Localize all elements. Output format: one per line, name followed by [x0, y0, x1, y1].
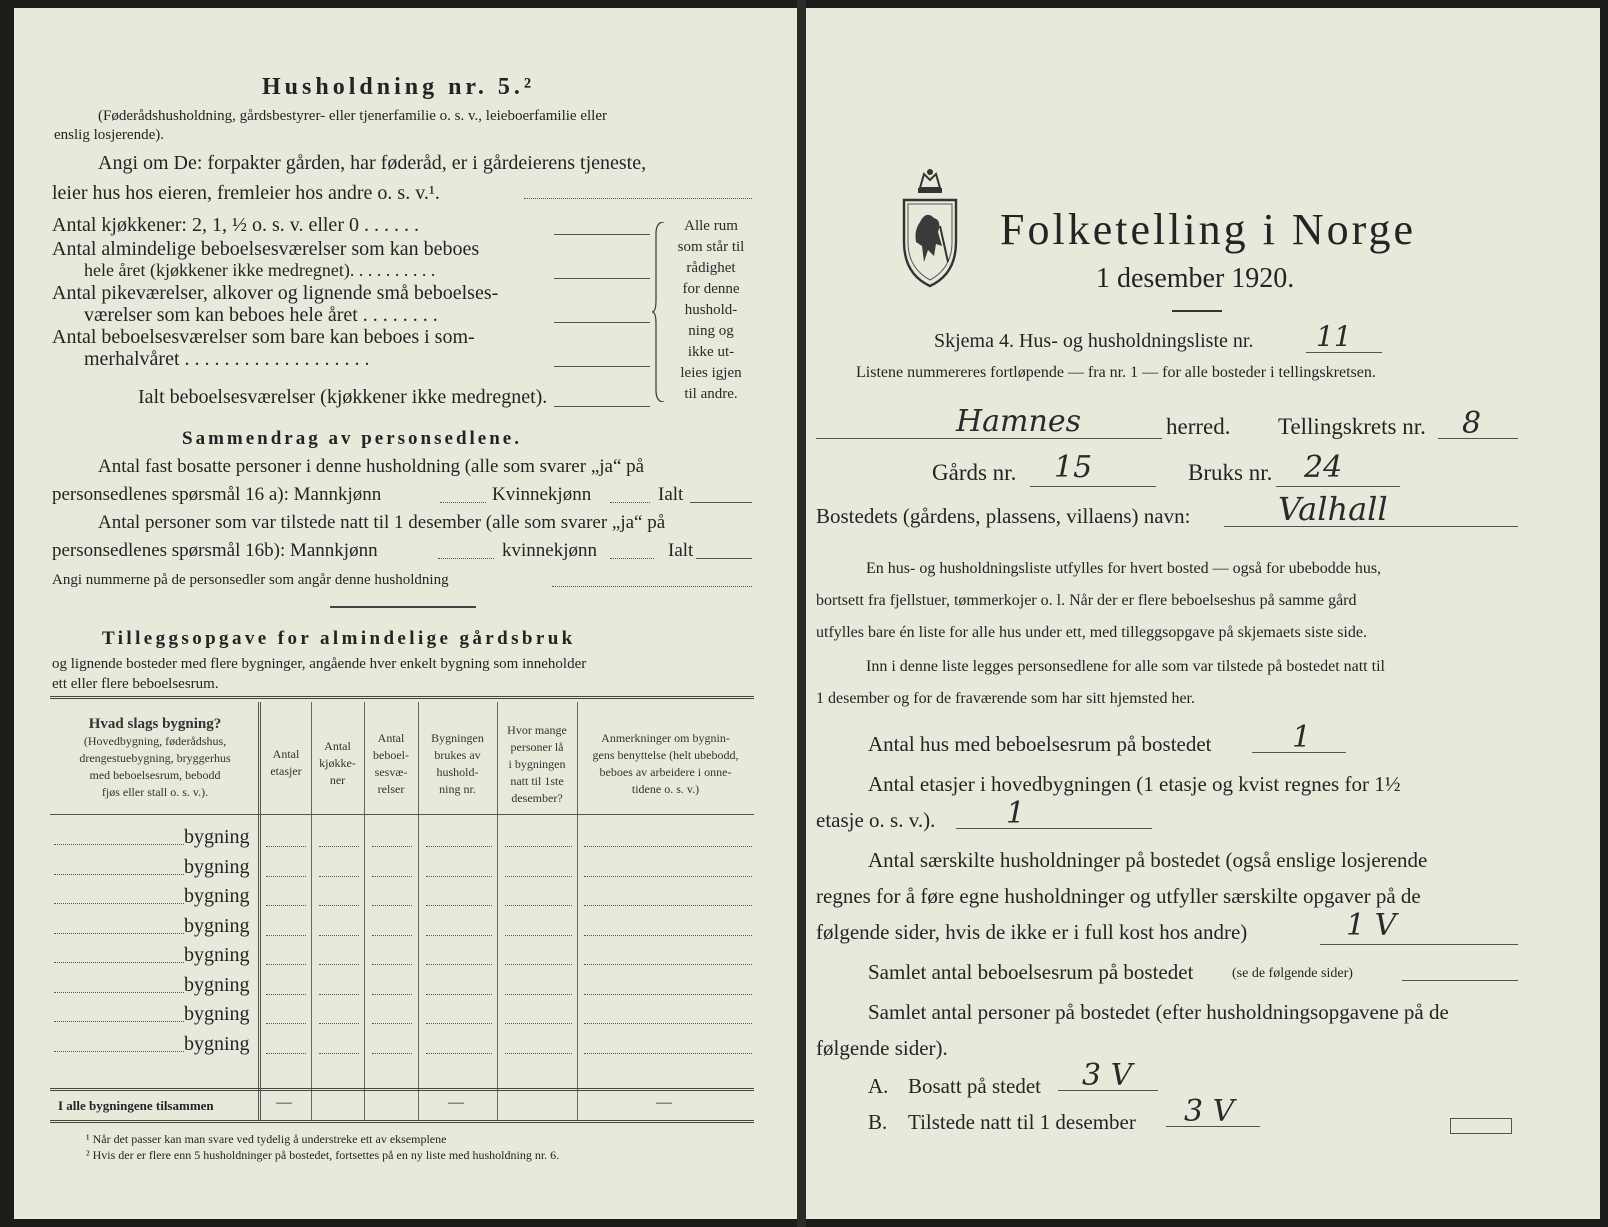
total-dash: — — [656, 1094, 672, 1111]
table-cell-field[interactable] — [372, 876, 412, 877]
table-cell-field[interactable] — [372, 935, 412, 936]
bygning-row-label: bygning — [184, 855, 250, 878]
total-dash: — — [276, 1094, 292, 1111]
table-cell-field[interactable] — [372, 964, 412, 965]
side-note-line: hushold- — [684, 302, 738, 318]
table-cell-field[interactable] — [266, 1023, 306, 1024]
herred-label: herred. — [1166, 414, 1231, 439]
table-cell-field[interactable] — [319, 964, 359, 965]
bruks-label: Bruks nr. — [1188, 460, 1273, 485]
table-cell-field[interactable] — [426, 905, 492, 906]
table-cell-field[interactable] — [319, 1023, 359, 1024]
tillegg-text-2: ett eller flere beboelsesrum. — [52, 676, 219, 692]
sammendrag-mann2-label: personsedlenes spørsmål 16b): Mannkjønn — [52, 540, 378, 561]
table-cell-field[interactable] — [319, 935, 359, 936]
footnote-2: ² Hvis der er flere enn 5 husholdninger på bostedet, fortsettes på en ny liste med husholdning nr. 6. — [86, 1148, 560, 1162]
side-note-line: som står til — [677, 239, 745, 255]
col-header-line: gens benyttelse (helt ubebodd, — [592, 748, 739, 762]
col-header-line: sesvæ- — [374, 765, 408, 779]
col-header-line: hushold- — [436, 765, 479, 779]
samlet-rum-line — [1402, 980, 1518, 981]
page-fold — [797, 0, 806, 1227]
side-note-line: for denne — [682, 281, 740, 297]
antal-etasjer-label: Antal etasjer i hovedbygningen (1 etasje og kvist regnes for 1½ — [868, 772, 1401, 796]
table-cell-field[interactable] — [426, 1053, 492, 1054]
tillegg-title: Tilleggsopgave for almindelige gårdsbruk — [102, 628, 576, 649]
antal-hus-value[interactable]: 1 — [1292, 720, 1312, 755]
household-subtitle: (Føderådshusholdning, gårdsbestyrer- eller tjenerfamilie o. s. v., leieboerfamilie eller — [98, 108, 607, 124]
table-header-rule — [50, 814, 754, 815]
sommer-label: Antal beboelsesværelser som bare kan beboes i som- — [52, 326, 475, 348]
col-header-line: Antal — [377, 731, 405, 745]
husholdninger-line — [1320, 944, 1518, 945]
table-cell-field[interactable] — [505, 935, 572, 936]
col-header-beboelsesvaerelser — [364, 730, 418, 798]
samlet-personer-label: Samlet antal personer på bostedet (efter husholdningsopgavene på de — [868, 1000, 1449, 1024]
bosatt-value[interactable]: 3 V — [1082, 1058, 1133, 1093]
bygning-row-label: bygning — [184, 944, 250, 966]
tellingskrets-line — [1438, 438, 1518, 439]
col-header-kjokkener — [311, 738, 364, 789]
col-header-line: etasjer — [270, 764, 302, 778]
almindelige-field[interactable] — [554, 278, 650, 279]
col-header-line: Hvor mange — [507, 723, 567, 737]
instruction-1: En hus- og husholdningsliste utfylles for hvert bosted — også for ubebodde hus, — [866, 560, 1382, 577]
instruction-3: utfylles bare én liste for alle hus under ett, med tilleggsopgave på skjemaets siste side. — [816, 624, 1367, 641]
col-header-hvad — [52, 716, 258, 801]
bygning-row-label: bygning — [184, 1003, 250, 1025]
instruction-4: Inn i denne liste legges personsedlene for alle som var tilstede på bostedet natt til — [866, 658, 1385, 675]
sommer-label-2: merhalvåret . . . . . . . . . . . . . . . . . . . — [84, 348, 370, 370]
table-top-rule — [50, 696, 754, 699]
samlet-personer-label-2: følgende sider). — [816, 1036, 948, 1060]
household-title: Husholdning nr. 5.² — [262, 74, 536, 100]
bosted-line — [1224, 526, 1518, 527]
table-cell-field[interactable] — [266, 876, 306, 877]
table-cell-field[interactable] — [426, 846, 492, 847]
gards-label: Gårds nr. — [932, 460, 1017, 485]
side-note-line: til andre. — [684, 386, 738, 402]
ialt-field[interactable] — [554, 406, 650, 407]
table-cell-field[interactable] — [584, 935, 752, 936]
col-header-line: ner — [329, 773, 346, 787]
sommer-field[interactable] — [554, 366, 650, 367]
table-cell-field[interactable] — [319, 876, 359, 877]
table-cell-field[interactable] — [584, 994, 752, 995]
col-header-line: Antal — [324, 739, 351, 753]
table-cell-field[interactable] — [505, 846, 572, 847]
section-divider — [330, 606, 476, 608]
sammendrag-ialt2-field[interactable] — [696, 558, 752, 559]
angi-line — [524, 198, 752, 199]
table-cell-field[interactable] — [584, 876, 752, 877]
bosatt-line — [1058, 1090, 1158, 1091]
table-cell-field[interactable] — [505, 905, 572, 906]
sammendrag-kvinne-label: Kvinnekjønn — [492, 484, 592, 505]
table-bottom-rule — [50, 1120, 754, 1123]
husholdninger-label: Antal særskilte husholdninger på bostedet (også enslige losjerende — [868, 848, 1428, 872]
angi-text-2: leier hus hos eieren, fremleier hos andre o. s. v.¹. — [52, 182, 440, 204]
tilstede-label: Tilstede natt til 1 desember — [908, 1110, 1136, 1134]
husholdninger-label-3: følgende sider, hvis de ikke er i full kost hos andre) — [816, 920, 1248, 944]
table-cell-field[interactable] — [584, 1053, 752, 1054]
table-cell-field[interactable] — [319, 1053, 359, 1054]
census-title: Folketelling i Norge — [1000, 205, 1417, 254]
listene-note: Listene nummereres fortløpende — fra nr. 1 — for alle bosteder i tellingskretsen. — [856, 364, 1376, 381]
angi-text: Angi om De: forpakter gården, har føderåd, er i gårdeierens tjeneste, — [98, 152, 647, 174]
table-cell-field[interactable] — [426, 994, 492, 995]
table-cell-field[interactable] — [372, 994, 412, 995]
instruction-5: 1 desember og for de fraværende som har sitt hjemsted her. — [816, 690, 1195, 707]
antal-etasjer-line — [956, 828, 1152, 829]
bosatt-letter: A. — [868, 1074, 889, 1098]
norwegian-coat-of-arms-icon — [898, 166, 962, 290]
pikevaerelser-label-2: værelser som kan beboes hele året . . . . . . . . — [84, 304, 438, 326]
sammendrag-kvinne2-label: kvinnekjønn — [502, 540, 597, 561]
right-page — [806, 8, 1600, 1219]
table-cell-field[interactable] — [426, 876, 492, 877]
sammendrag-title: Sammendrag av personsedlene. — [182, 428, 522, 449]
table-cell-field[interactable] — [372, 1053, 412, 1054]
col-header-line: med beboelsesrum, bebodd — [89, 768, 221, 782]
sammendrag-ialt2-label: Ialt — [668, 540, 694, 561]
table-cell-field[interactable] — [505, 876, 572, 877]
table-cell-field[interactable] — [266, 905, 306, 906]
table-cell-field[interactable] — [266, 964, 306, 965]
col-header-line: relser — [377, 782, 405, 796]
herred-value[interactable]: Hamnes — [956, 404, 1081, 439]
table-cell-field[interactable] — [584, 905, 752, 906]
row-name-field[interactable] — [54, 992, 184, 993]
bosted-label: Bostedets (gårdens, plassens, villaens) navn: — [816, 504, 1191, 528]
table-cell-field[interactable] — [266, 1053, 306, 1054]
tillegg-text-1: og lignende bosteder med flere bygninger, angående hver enkelt bygning som inneholder — [52, 656, 587, 672]
table-cell-field[interactable] — [426, 935, 492, 936]
antal-etasjer-value[interactable]: 1 — [1006, 796, 1026, 831]
table-cell-field[interactable] — [372, 1023, 412, 1024]
table-cell-field[interactable] — [426, 1023, 492, 1024]
side-note-line: Alle rum — [684, 218, 738, 234]
sammendrag-text-3: Antal personer som var tilstede natt til 1 desember (alle som svarer „ja“ på — [98, 512, 666, 533]
bygning-row-label: bygning — [184, 885, 250, 907]
bosted-value[interactable]: Valhall — [1278, 490, 1388, 528]
sammendrag-ialt-field[interactable] — [690, 502, 752, 503]
table-cell-field[interactable] — [372, 905, 412, 906]
side-note-line: rådighet — [686, 260, 736, 276]
side-note-line: ning og — [688, 323, 734, 339]
col-header-etasjer — [261, 746, 311, 780]
footnote-1: ¹ Når det passer kan man svare ved tydelig å understreke ett av eksemplene — [86, 1132, 447, 1146]
bygning-row-label: bygning — [184, 1032, 250, 1055]
row-name-field[interactable] — [54, 903, 184, 904]
side-note — [666, 216, 756, 405]
total-dash: — — [448, 1094, 464, 1111]
sammendrag-mann-field[interactable] — [440, 502, 486, 503]
table-cell-field[interactable] — [505, 1023, 572, 1024]
total-row-label: I alle bygningene tilsammen — [58, 1098, 214, 1113]
almindelige-label-2: hele året (kjøkkener ikke medregnet). . . . . . . . . . — [84, 260, 436, 280]
table-cell-field[interactable] — [505, 964, 572, 965]
skjema-label: Skjema 4. Hus- og husholdningsliste nr. — [934, 330, 1254, 352]
col-header-line: Anmerkninger om bygnin- — [601, 731, 730, 745]
col-header-line: Antal — [272, 747, 300, 761]
tilstede-value[interactable]: 3 V — [1184, 1094, 1235, 1129]
household-subtitle-2: enslig losjerende). — [54, 127, 164, 143]
ialt-label: Ialt beboelsesværelser (kjøkkener ikke medregnet). — [138, 386, 548, 408]
col-header-line: (Hovedbygning, føderådshus, — [83, 734, 227, 748]
table-cell-field[interactable] — [584, 964, 752, 965]
table-cell-field[interactable] — [584, 1023, 752, 1024]
left-page — [14, 8, 797, 1219]
table-total-top-rule — [50, 1088, 754, 1091]
bruks-value[interactable]: 24 — [1304, 450, 1343, 485]
bygning-row-label: bygning — [184, 973, 250, 996]
table-cell-field[interactable] — [319, 905, 359, 906]
census-date: 1 desember 1920. — [1096, 263, 1295, 294]
col-header-line: Hvad slags bygning? — [88, 716, 222, 732]
sammendrag-kvinne2-field[interactable] — [610, 558, 654, 559]
skjema-number[interactable]: 11 — [1316, 320, 1352, 353]
table-cell-field[interactable] — [372, 846, 412, 847]
col-header-line: ning nr. — [439, 782, 476, 796]
row-name-field[interactable] — [54, 844, 184, 845]
sammendrag-ialt-label: Ialt — [658, 484, 684, 505]
sammendrag-mann-label: personsedlenes spørsmål 16 a): Mannkjønn — [52, 484, 382, 505]
title-divider — [1172, 310, 1222, 312]
antal-hus-label: Antal hus med beboelsesrum på bostedet — [868, 732, 1212, 756]
bygning-row-label: bygning — [184, 914, 250, 937]
table-cell-field[interactable] — [319, 994, 359, 995]
col-header-line: desember? — [511, 791, 563, 805]
kjokkener-label: Antal kjøkkener: 2, 1, ½ o. s. v. eller 0 . . . . . . — [52, 214, 419, 236]
col-header-line: beboes av arbeidere i onne- — [599, 765, 732, 779]
sammendrag-nummer: Angi nummerne på de personsedler som angår denne husholdning — [52, 572, 449, 588]
table-cell-field[interactable] — [266, 846, 306, 847]
col-header-hvor-mange — [497, 722, 577, 807]
sammendrag-nummer-field[interactable] — [552, 586, 752, 587]
row-name-field[interactable] — [54, 933, 184, 934]
tilstede-letter: B. — [868, 1110, 888, 1134]
samlet-rum-label: Samlet antal beboelsesrum på bostedet — [868, 960, 1194, 984]
sammendrag-text-1: Antal fast bosatte personer i denne husholdning (alle som svarer „ja“ på — [98, 456, 645, 477]
row-name-field[interactable] — [54, 874, 184, 875]
side-note-line: leies igjen — [680, 365, 742, 381]
col-header-line: tidene o. s. v.) — [631, 782, 700, 796]
printer-stamp — [1450, 1118, 1512, 1134]
table-cell-field[interactable] — [319, 846, 359, 847]
sammendrag-kvinne-field[interactable] — [610, 502, 650, 503]
pikevaerelser-field[interactable] — [554, 322, 650, 323]
samlet-rum-note: (se de følgende sider) — [1232, 966, 1353, 981]
table-cell-field[interactable] — [426, 964, 492, 965]
kjokkener-field[interactable] — [554, 234, 650, 235]
gards-value[interactable]: 15 — [1054, 450, 1093, 485]
tilstede-line — [1166, 1126, 1260, 1127]
col-header-line: kjøkke- — [319, 756, 356, 770]
gards-line — [1030, 486, 1156, 487]
col-header-line: personer lå — [510, 740, 564, 754]
almindelige-label: Antal almindelige beboelsesværelser som kan beboes — [52, 238, 480, 260]
sammendrag-mann2-field[interactable] — [438, 558, 494, 559]
pikevaerelser-label: Antal pikeværelser, alkover og lignende små beboelses- — [52, 282, 499, 304]
table-cell-field[interactable] — [584, 846, 752, 847]
husholdninger-label-2: regnes for å føre egne husholdninger og utfyller særskilte opgaver på de — [816, 884, 1421, 908]
col-header-line: brukes av — [434, 748, 481, 762]
col-header-anmerkninger — [577, 730, 754, 798]
antal-etasjer-label-2: etasje o. s. v.). — [816, 808, 936, 832]
col-header-line: Bygningen — [431, 731, 484, 745]
col-header-line: i bygningen — [508, 757, 566, 771]
row-name-field[interactable] — [54, 1021, 184, 1022]
bygning-row-label: bygning — [184, 826, 250, 848]
husholdninger-value[interactable]: 1 V — [1346, 908, 1397, 943]
table-cell-field[interactable] — [266, 994, 306, 995]
skjema-number-line — [1306, 352, 1382, 353]
bruks-line — [1276, 486, 1400, 487]
table-cell-field[interactable] — [266, 935, 306, 936]
col-header-bygningen — [418, 730, 497, 798]
bosatt-label: Bosatt på stedet — [908, 1074, 1041, 1098]
brace-icon — [652, 222, 666, 402]
row-name-field[interactable] — [54, 962, 184, 963]
col-header-line: fjøs eller stall o. s. v.). — [101, 785, 209, 799]
antal-hus-line — [1252, 752, 1346, 753]
herred-line — [816, 438, 1162, 439]
table-cell-field[interactable] — [505, 994, 572, 995]
col-header-line: beboel- — [373, 748, 409, 762]
tellingskrets-label: Tellingskrets nr. — [1278, 414, 1426, 439]
col-header-line: drengestuebygning, bryggerhus — [79, 751, 231, 765]
col-header-line: natt til 1ste — [510, 774, 564, 788]
instruction-2: bortsett fra fjellstuer, tømmerkojer o. l. Når der er flere beboelseshus på samme gård — [816, 592, 1357, 609]
side-note-line: ikke ut- — [687, 344, 735, 360]
tellingskrets-value[interactable]: 8 — [1462, 406, 1482, 441]
table-cell-field[interactable] — [505, 1053, 572, 1054]
row-name-field[interactable] — [54, 1051, 184, 1052]
